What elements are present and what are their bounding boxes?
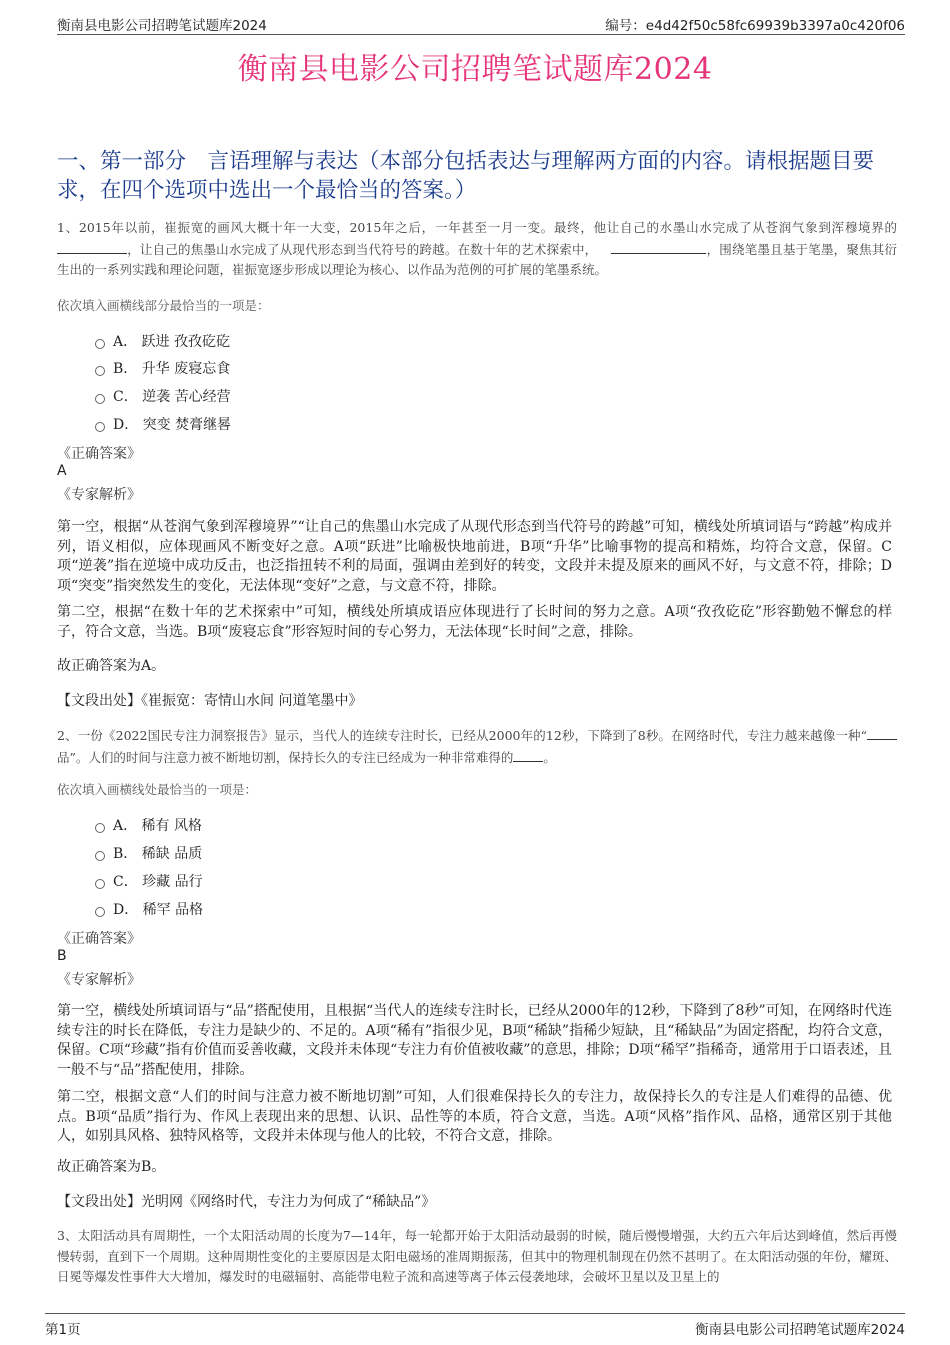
q1-option-b[interactable]: B． 升华 废寝忘食 — [95, 358, 230, 378]
question-1-prompt: 依次填入画横线部分最恰当的一项是： — [57, 298, 270, 313]
q2-option-a[interactable]: A． 稀有 风格 — [95, 815, 202, 835]
q1-option-d[interactable]: D． 突变 焚膏继晷 — [95, 414, 231, 434]
q2-analysis-paragraph: 第二空，根据文意“人们的时间与注意力被不断地切割”可知，人们很难保持长久的专注力，故保持长久的专注是人们难得的品德、优点。B项“品质”指行为、作风上表现出来的思想、认识、品性等的本质，符合文意，当选。A项“风格”指作风、品格，通常区别于其他人，如别具风格、独特风格等，文段并未体现与他人的比较，不符合文意，排除。 — [57, 1089, 892, 1144]
q2-answer: B — [57, 948, 67, 964]
answer-blank — [867, 725, 897, 740]
header-doc-id: 编号：e4d42f50c58fc69939b3397a0c420f06 — [605, 18, 905, 34]
q2-analysis-paragraph: 第一空，横线处所填词语与“品”搭配使用，且根据“当代人的连续专注时长，已经从2000年的12秒，下降到了8秒”可知，在网络时代连续专注的时长在降低，专注力是缺少的、不足的。A项“稀有”指很少见，B项“稀缺”指稀少短缺，且“稀缺品”为固定搭配，均符合文意，保留。C项“珍藏”指有价值而妥善收藏，文段并未体现“专注力有价值被收藏”的意思，排除；D项“稀罕”指稀奇，通常用于口语表述，且一般不与“品”搭配使用，排除。 — [57, 1003, 892, 1078]
question-2-text: 2、一份《2022国民专注力洞察报告》显示，当代人的连续专注时长，已经从2000年的12秒，下降到了8秒。在网络时代，专注力越来越像一种“品”。人们的时间与注意力被不断地切割，保持长久的专注已经成为一种非常难得的 。 — [57, 725, 897, 768]
q1-analysis-label: 《专家解析》 — [57, 487, 141, 503]
q1-source: 【文段出处】《崔振宽：寄情山水间 问道笔墨中》 — [57, 693, 363, 709]
q2-option-d[interactable]: D． 稀罕 品格 — [95, 899, 203, 919]
radio-button-icon[interactable] — [95, 907, 105, 917]
section-heading: 一、第一部分 言语理解与表达（本部分包括表达与理解两方面的内容。请根据题目要求，在四个选项中选出一个最恰当的答案。） — [57, 149, 875, 203]
q1-analysis-paragraph: 第一空，根据“从苍润气象到浑穆境界”“让自己的焦墨山水完成了从现代形态到当代符号的跨越”可知，横线处所填词语与“跨越”构成并列，语义相似，应体现画风不断变好之意。A项“跃进”比喻极快地前进，B项“升华”比喻事物的提高和精炼，均符合文意，保留。C项“逆袭”指在逆境中成功反击，也泛指扭转不利的局面，强调由差到好的转变，文段并未提及原来的画风不好，与文意不符，排除；D项“突变”指突然发生的变化，无法体现“变好”之意，与文意不符，排除。 — [57, 519, 892, 594]
radio-button-icon[interactable] — [95, 422, 105, 432]
answer-blank — [513, 747, 543, 762]
page-header — [57, 12, 905, 35]
q2-source: 【文段出处】光明网《网络时代，专注力为何成了“稀缺品”》 — [57, 1194, 436, 1210]
q1-option-c[interactable]: C． 逆袭 苦心经营 — [95, 386, 231, 406]
q1-conclusion: 故正确答案为A。 — [57, 658, 166, 674]
q2-conclusion: 故正确答案为B。 — [57, 1159, 166, 1175]
q1-answer: A — [57, 463, 67, 479]
q1-option-a[interactable]: A． 跃进 孜孜矻矻 — [95, 331, 230, 351]
radio-button-icon[interactable] — [95, 851, 105, 861]
page-footer — [45, 1313, 905, 1340]
radio-button-icon[interactable] — [95, 366, 105, 376]
radio-button-icon[interactable] — [95, 879, 105, 889]
header-doc-title: 衡南县电影公司招聘笔试题库2024 — [57, 18, 267, 34]
q1-answer-label: 《正确答案》 — [57, 446, 141, 462]
question-1-text: 1、2015年以前，崔振宽的画风大概十年一大变，2015年之后，一年甚至一月一变。最终，他让自己的水墨山水完成了从苍润气象到浑穆境界的，让自己的焦墨山水完成了从现代形态到当代符号的跨越。在数十年的艺术探索中， ，围绕笔墨且基于笔墨，聚焦其衍生出的一系列实践和理论问题，崔振宽逐步形成以理论为核心、以作品为范例的可扩展的笔墨系统。 — [57, 220, 897, 277]
question-3-text: 3、太阳活动具有周期性，一个太阳活动周的长度为7—14年，每一轮都开始于太阳活动最弱的时候，随后慢慢增强，大约五六年后达到峰值，然后再慢慢转弱，直到下一个周期。这种周期性变化的主要原因是太阳电磁场的准周期振荡，但其中的物理机制现在仍然不甚明了。在太阳活动强的年份，耀斑、日冕等爆发性事件大大增加，爆发时的电磁辐射、高能带电粒子流和高速等离子体云侵袭地球，会破坏卫星以及卫星上的 — [57, 1228, 897, 1284]
q2-answer-label: 《正确答案》 — [57, 931, 141, 947]
page-number: 第1页 — [45, 1322, 81, 1338]
question-2-prompt: 依次填入画横线处最恰当的一项是： — [57, 782, 258, 797]
q2-analysis-label: 《专家解析》 — [57, 972, 141, 988]
radio-button-icon[interactable] — [95, 394, 105, 404]
radio-button-icon[interactable] — [95, 339, 105, 349]
answer-blank — [57, 239, 127, 254]
footer-doc-title: 衡南县电影公司招聘笔试题库2024 — [695, 1322, 905, 1338]
answer-blank — [611, 239, 706, 254]
q1-analysis-paragraph: 第二空，根据“在数十年的艺术探索中”可知，横线处所填成语应体现进行了长时间的努力之意。A项“孜孜矻矻”形容勤勉不懈怠的样子，符合文意，当选。B项“废寝忘食”形容短时间的专心努力，无法体现“长时间”之意，排除。 — [57, 604, 892, 640]
radio-button-icon[interactable] — [95, 823, 105, 833]
q2-option-c[interactable]: C． 珍藏 品行 — [95, 871, 203, 891]
page-title: 衡南县电影公司招聘笔试题库2024 — [237, 52, 713, 87]
q2-option-b[interactable]: B． 稀缺 品质 — [95, 843, 202, 863]
